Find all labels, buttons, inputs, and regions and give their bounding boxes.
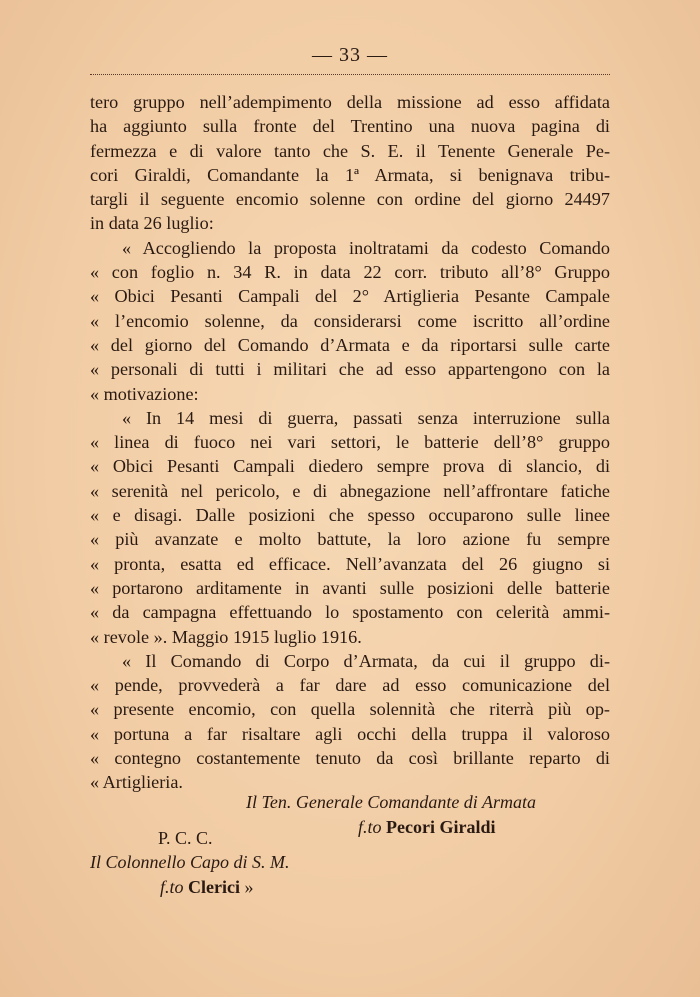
signature-2-pcc: P. C. C. [158, 828, 213, 848]
body-text [90, 90, 610, 795]
closing-quote: » [244, 877, 254, 897]
text-line: « Artiglieria. [90, 772, 183, 793]
signature-2-title: Il Colonnello Capo di S. M. [90, 852, 290, 872]
signature-2-name-line [160, 875, 254, 899]
text-line: « da campagna effettuando lo spostamento con celerità ammi- [90, 602, 610, 623]
signature-2-name: Clerici [188, 877, 240, 897]
text-line: « più avanzate e molto battute, la loro azione fu sempre [90, 529, 610, 550]
text-line: tero gruppo nell’adempimento della missione ad esso affidata [90, 92, 610, 112]
text-line: « pronta, esatta ed efficace. Nell’avanzata del 26 giugno si [90, 553, 610, 574]
signature-1-title: Il Ten. Generale Comandante di Armata [246, 792, 536, 812]
text-line: « contegno costantemente tenuto da così brillante reparto di [90, 748, 610, 769]
text-line: « pende, provvederà a far dare ad esso comunicazione del [90, 675, 610, 696]
text-line: targli il seguente encomio solenne con ordine del giorno 24497 [90, 189, 610, 210]
text-line: « linea di fuoco nei vari settori, le batterie dell’8° gruppo [90, 432, 610, 453]
text-line: « Il Comando di Corpo d’Armata, da cui il gruppo di- [122, 650, 610, 671]
text-line: « motivazione: [90, 383, 199, 404]
paragraph-3 [90, 406, 610, 649]
text-line: fermezza e di valore tanto che S. E. il Tenente Generale Pe- [90, 140, 610, 161]
text-line: « Accogliendo la proposta inoltratami da codesto Comando [122, 237, 610, 258]
text-line: « personali di tutti i militari che ad esso appartengono con la [90, 359, 610, 380]
page-number: — 33 — [312, 44, 388, 66]
text-line: « portuna a far risaltare agli occhi della truppa il valoroso [90, 723, 610, 744]
text-line: « revole ». Maggio 1915 luglio 1916. [90, 626, 362, 647]
text-line: ha aggiunto sulla fronte del Trentino una nuova pagina di [90, 116, 610, 137]
fto-label: f.to [160, 877, 184, 897]
header-rule [90, 74, 610, 75]
text-line: cori Giraldi, Comandante la 1ª Armata, si benignava tribu- [90, 164, 610, 185]
paragraph-1 [90, 90, 610, 236]
text-line: in data 26 luglio: [90, 213, 214, 234]
text-line: « presente encomio, con quella solennità che riterrà più op- [90, 699, 610, 720]
fto-label: f.to [358, 817, 382, 837]
text-line: « In 14 mesi di guerra, passati senza interruzione sulla [122, 407, 610, 428]
signature-1-name: Pecori Giraldi [386, 817, 496, 837]
text-line: « portarono arditamente in avanti sulle posizioni delle batterie [90, 577, 610, 598]
text-line: « del giorno del Comando d’Armata e da riportarsi sulle carte [90, 334, 610, 355]
text-line: « Obici Pesanti Campali del 2° Artiglieria Pesante Campale [90, 286, 610, 307]
text-line: « serenità nel pericolo, e di abnegazione nell’affrontare fatiche [90, 480, 610, 501]
text-line: « con foglio n. 34 R. in data 22 corr. tributo all’8° Gruppo [90, 262, 610, 283]
text-line: « l’encomio solenne, da considerarsi come iscritto all’ordine [90, 310, 610, 331]
paragraph-2 [90, 236, 610, 406]
paragraph-4 [90, 649, 610, 795]
text-line: « Obici Pesanti Campali diedero sempre prova di slancio, di [90, 456, 610, 477]
text-line: « e disagi. Dalle posizioni che spesso occuparono sulle linee [90, 505, 610, 526]
signature-1-name-line [358, 815, 495, 839]
